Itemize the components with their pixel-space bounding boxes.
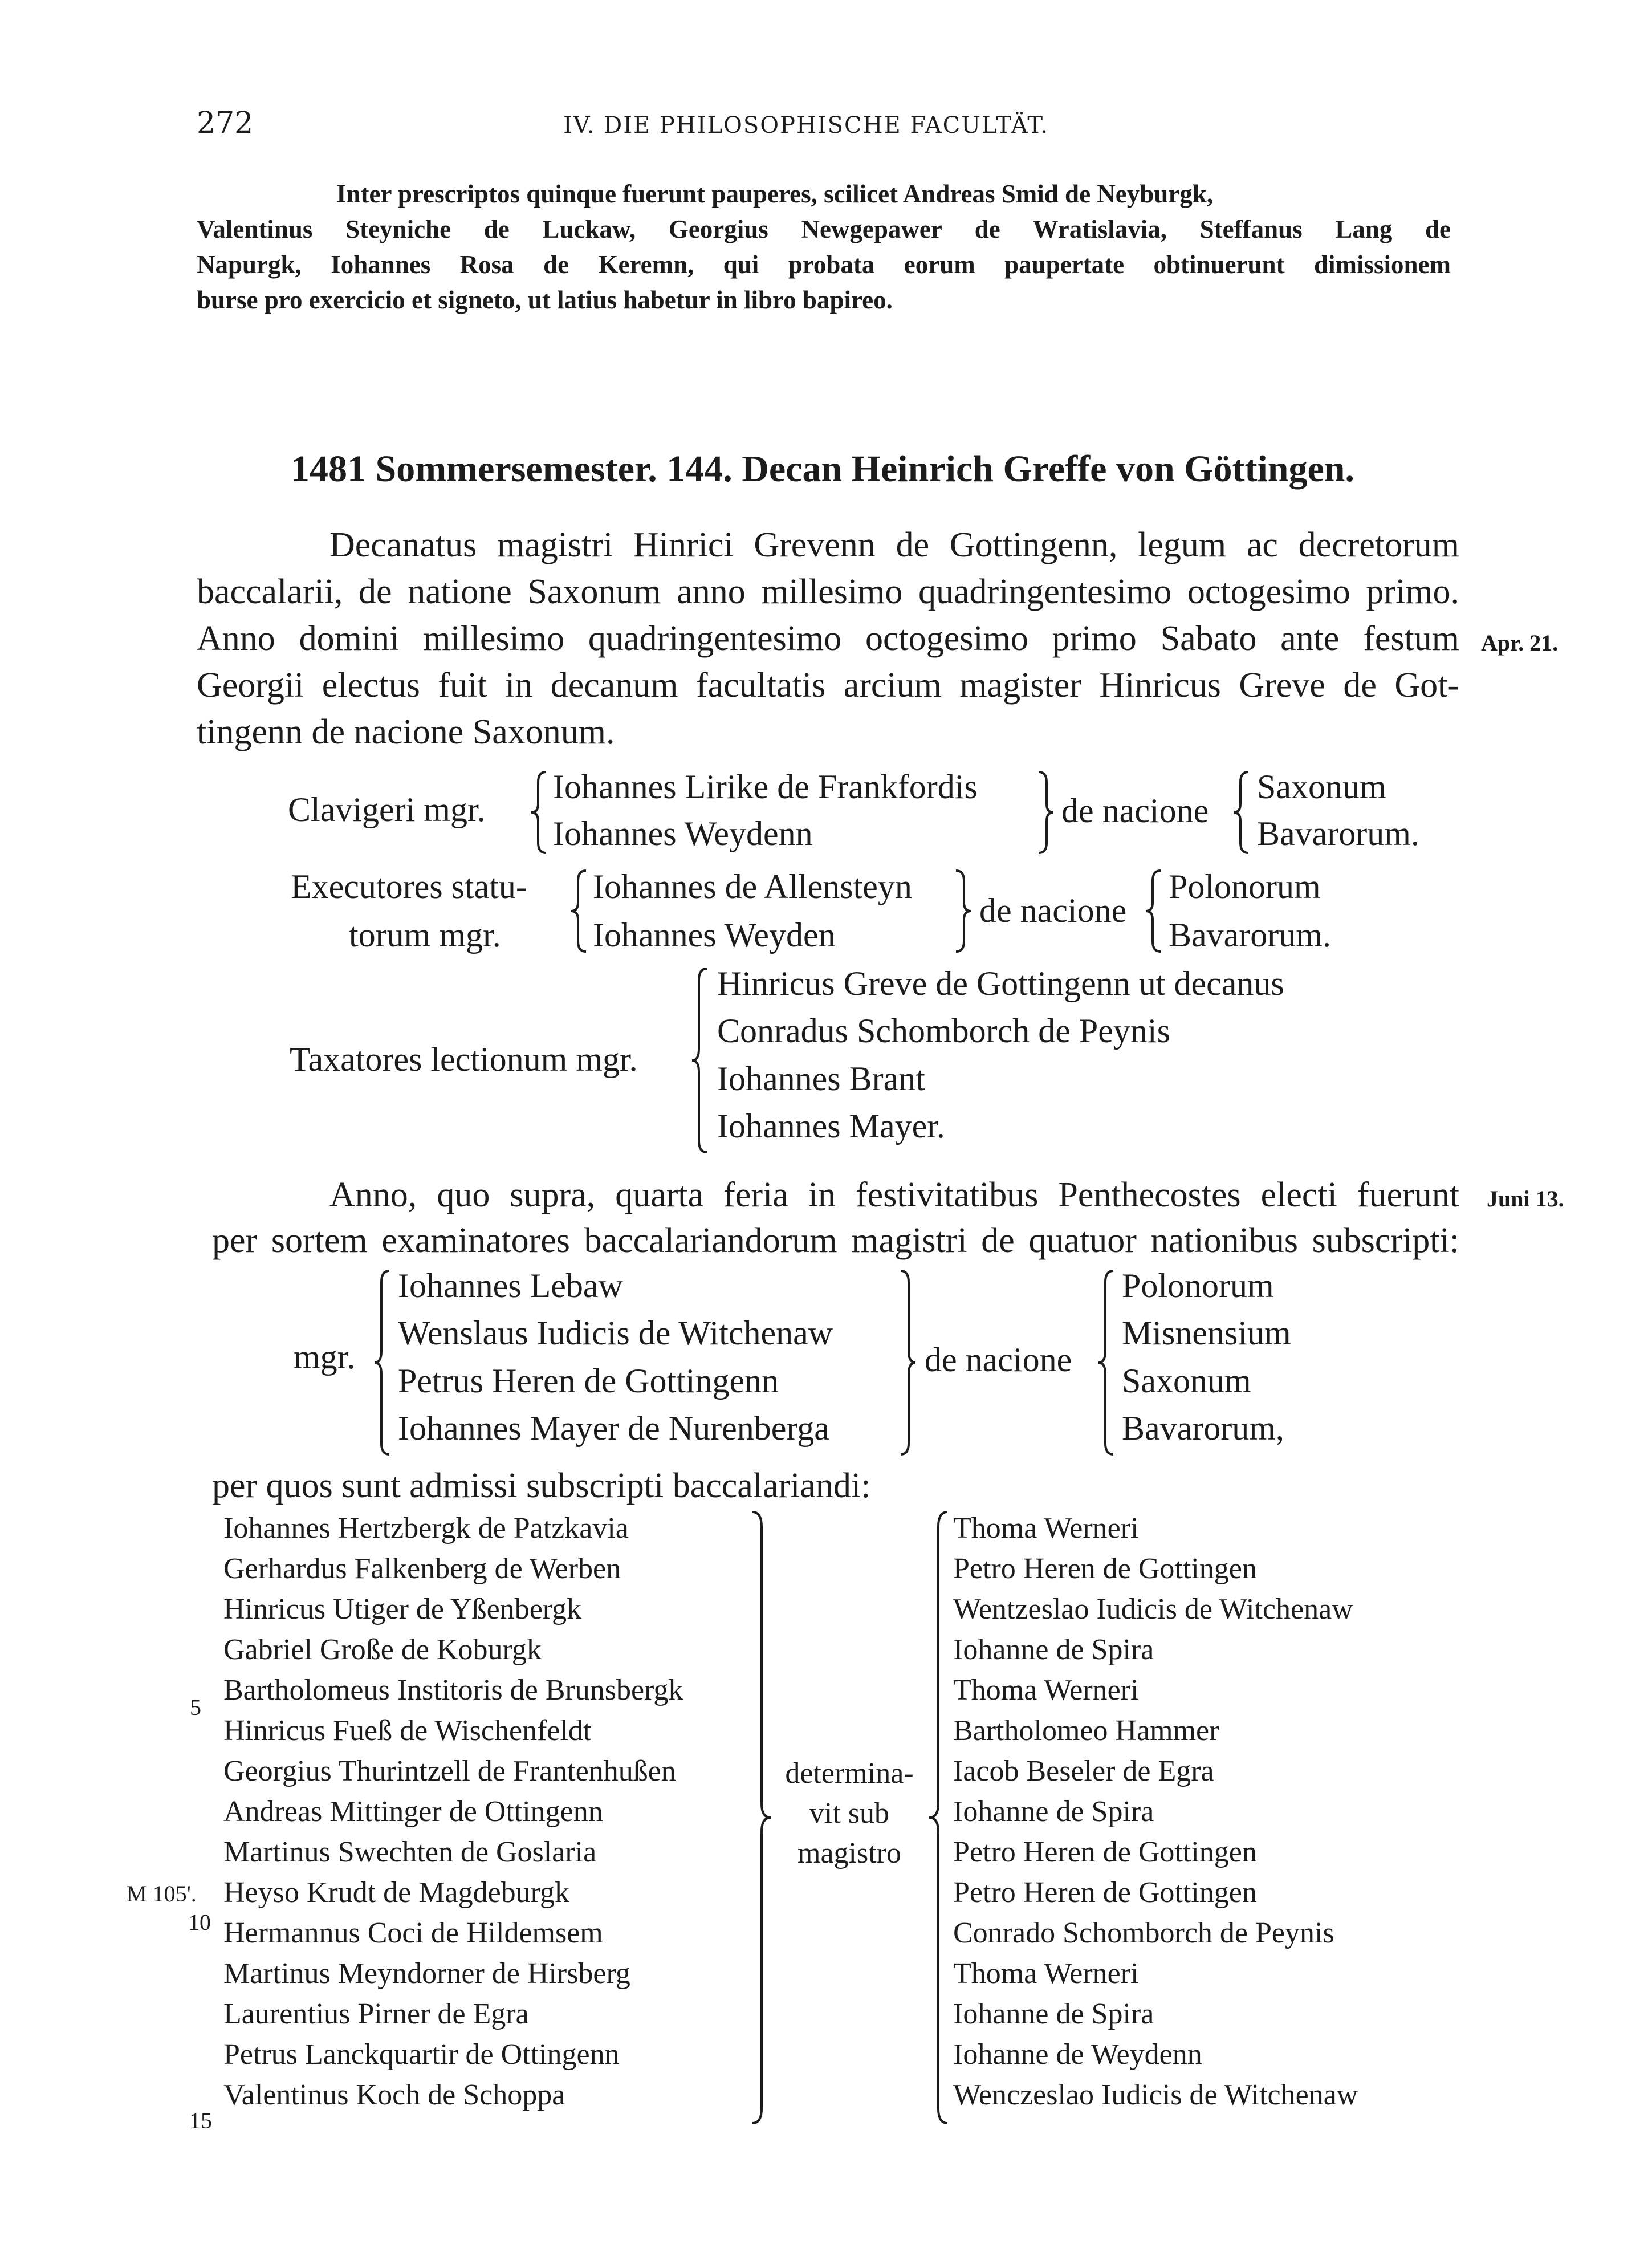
magister-name: Petro Heren de Gottingen xyxy=(953,1876,1257,1909)
student-name: Bartholomeus Institoris de Brunsbergk xyxy=(223,1674,683,1706)
student-name: Laurentius Pirner de Egra xyxy=(223,1998,529,2030)
admissi-line: per quos sunt admissi subscripti baccalariandi: xyxy=(212,1466,871,1505)
taxatores-name-1: Hinricus Greve de Gottingenn ut decanus xyxy=(717,965,1284,1002)
student-name: Valentinus Koch de Schoppa xyxy=(223,2079,565,2111)
magister-name: Iohanne de Spira xyxy=(953,1998,1154,2030)
clavigeri-right-brace xyxy=(1037,770,1055,855)
examinatores-name-4: Iohannes Mayer de Nurenberga xyxy=(398,1409,829,1447)
executores-label-line-1: Executores statu- xyxy=(291,868,527,905)
page-number: 272 xyxy=(197,106,254,140)
student-name: Andreas Mittinger de Ottingenn xyxy=(223,1795,603,1828)
clavigeri-nation-1: Saxonum xyxy=(1257,768,1386,806)
magister-name: Bartholomeo Hammer xyxy=(953,1714,1219,1747)
magister-name: Iohanne de Spira xyxy=(953,1633,1154,1666)
clavigeri-de-nacione: de nacione xyxy=(1061,792,1209,830)
examinatores-name-2: Wenslaus Iudicis de Witchenaw xyxy=(398,1314,833,1352)
student-name: Gerhardus Falkenberg de Werben xyxy=(223,1552,621,1585)
magister-name: Iohanne de Weydenn xyxy=(953,2038,1202,2071)
executores-left-brace xyxy=(570,868,587,954)
intro-line-4: burse pro exercicio et signeto, ut latius habetur in libro bapireo. xyxy=(197,286,893,314)
anno-line-2: per sortem examinatores baccalariandorum magistri de quatuor nationibus subscripti: xyxy=(212,1221,1459,1260)
student-name: Georgius Thurintzell de Frantenhußen xyxy=(223,1755,676,1787)
clavigeri-nation-brace xyxy=(1232,770,1250,855)
margin-ref-m105: M 105'. xyxy=(127,1881,197,1907)
line-number-5: 5 xyxy=(190,1694,201,1720)
clavigeri-name-1: Iohannes Lirike de Frankfordis xyxy=(553,768,978,806)
decanatus-line-2: baccalarii, de natione Saxonum anno millesimo quadringentesimo octogesimo primo. xyxy=(197,572,1459,611)
decanatus-line-1: Decanatus magistri Hinrici Grevenn de Gottingenn, legum ac decretorum xyxy=(329,526,1459,564)
executores-name-2: Iohannes Weyden xyxy=(593,916,836,954)
executores-de-nacione: de nacione xyxy=(979,892,1127,929)
executores-label-line-2: torum mgr. xyxy=(349,916,501,954)
magister-name: Conrado Schomborch de Peynis xyxy=(953,1917,1334,1949)
executores-nation-1: Polonorum xyxy=(1169,868,1321,905)
section-title: 1481 Sommersemester. 144. Decan Heinrich Greffe von Göttingen. xyxy=(291,448,1354,490)
intro-line-2: Valentinus Steyniche de Luckaw, Georgius Newgepawer de Wratislavia, Steffanus Lang de xyxy=(197,215,1451,243)
magister-name: Petro Heren de Gottingen xyxy=(953,1552,1257,1585)
student-name: Petrus Lanckquartir de Ottingenn xyxy=(223,2038,620,2071)
student-name: Hinricus Fueß de Wischenfeldt xyxy=(223,1714,592,1747)
magister-name: Wenczeslao Iudicis de Witchenaw xyxy=(953,2079,1358,2111)
taxatores-name-3: Iohannes Brant xyxy=(717,1060,925,1098)
magister-name: Iohanne de Spira xyxy=(953,1795,1154,1828)
clavigeri-label: Clavigeri mgr. xyxy=(288,791,486,828)
line-number-10: 10 xyxy=(188,1909,211,1935)
examinatores-left-brace xyxy=(373,1269,390,1457)
center-text-line-1: determina- xyxy=(785,1757,914,1790)
magister-name: Iacob Beseler de Egra xyxy=(953,1755,1214,1787)
magister-name: Petro Heren de Gottingen xyxy=(953,1836,1257,1868)
examinatores-nation-brace xyxy=(1097,1269,1114,1457)
magister-name: Thoma Werneri xyxy=(953,1957,1139,1990)
line-number-15: 15 xyxy=(189,2108,212,2133)
executores-nation-2: Bavarorum. xyxy=(1169,916,1331,954)
examinatores-nation-4: Bavarorum, xyxy=(1122,1409,1284,1447)
executores-right-brace xyxy=(955,868,972,954)
examinatores-label: mgr. xyxy=(294,1338,356,1376)
examinatores-name-3: Petrus Heren de Gottingenn xyxy=(398,1362,779,1400)
executores-nation-brace xyxy=(1145,868,1162,954)
clavigeri-name-2: Iohannes Weydenn xyxy=(553,815,813,852)
magister-name: Thoma Werneri xyxy=(953,1512,1139,1544)
taxatores-label: Taxatores lectionum mgr. xyxy=(290,1040,638,1078)
margin-date-juni: Juni 13. xyxy=(1487,1186,1564,1212)
examinatores-name-1: Iohannes Lebaw xyxy=(398,1267,623,1304)
clavigeri-left-brace xyxy=(530,770,547,855)
intro-line-1: Inter prescriptos quinque fuerunt pauperes, scilicet Andreas Smid de Neyburgk, xyxy=(336,180,1214,208)
magister-name: Thoma Werneri xyxy=(953,1674,1139,1706)
decanatus-line-3: Anno domini millesimo quadringentesimo octogesimo primo Sabato ante festum xyxy=(197,619,1459,658)
anno-line-1: Anno, quo supra, quarta feria in festivitatibus Penthecostes electi fuerunt xyxy=(329,1176,1459,1214)
examinatores-nation-2: Misnensium xyxy=(1122,1314,1291,1352)
examinatores-nation-1: Polonorum xyxy=(1122,1267,1274,1304)
executores-name-1: Iohannes de Allensteyn xyxy=(593,868,912,905)
taxatores-name-2: Conradus Schomborch de Peynis xyxy=(717,1012,1170,1050)
intro-line-3: Napurgk, Iohannes Rosa de Keremn, qui probata eorum paupertate obtinuerunt dimissionem xyxy=(197,250,1451,279)
student-name: Gabriel Große de Koburgk xyxy=(223,1633,542,1666)
student-name: Hinricus Utiger de Yßenbergk xyxy=(223,1593,582,1625)
examinatores-de-nacione: de nacione xyxy=(925,1341,1072,1379)
center-text-line-2: vit sub xyxy=(809,1797,890,1830)
student-name: Iohannes Hertzbergk de Patzkavia xyxy=(223,1512,629,1544)
student-name: Martinus Meyndorner de Hirsberg xyxy=(223,1957,630,1990)
examinatores-nation-3: Saxonum xyxy=(1122,1362,1251,1400)
running-title: IV. DIE PHILOSOPHISCHE FACULTÄT. xyxy=(563,112,1049,139)
students-right-brace xyxy=(751,1510,772,2125)
taxatores-brace xyxy=(691,966,708,1155)
decanatus-line-4: Georgii electus fuit in decanum facultatis arcium magister Hinricus Greve de Got- xyxy=(197,666,1459,705)
center-text-line-3: magistro xyxy=(797,1837,901,1869)
clavigeri-nation-2: Bavarorum. xyxy=(1257,815,1419,852)
magister-name: Wentzeslao Iudicis de Witchenaw xyxy=(953,1593,1353,1625)
decanatus-line-5: tingenn de nacione Saxonum. xyxy=(197,713,615,751)
magistri-left-brace xyxy=(928,1510,949,2125)
taxatores-name-4: Iohannes Mayer. xyxy=(717,1107,945,1145)
student-name: Heyso Krudt de Magdeburgk xyxy=(223,1876,570,1909)
student-name: Martinus Swechten de Goslaria xyxy=(223,1836,597,1868)
student-name: Hermannus Coci de Hildemsem xyxy=(223,1917,603,1949)
margin-date-apr: Apr. 21. xyxy=(1481,630,1559,656)
examinatores-right-brace xyxy=(900,1269,917,1457)
